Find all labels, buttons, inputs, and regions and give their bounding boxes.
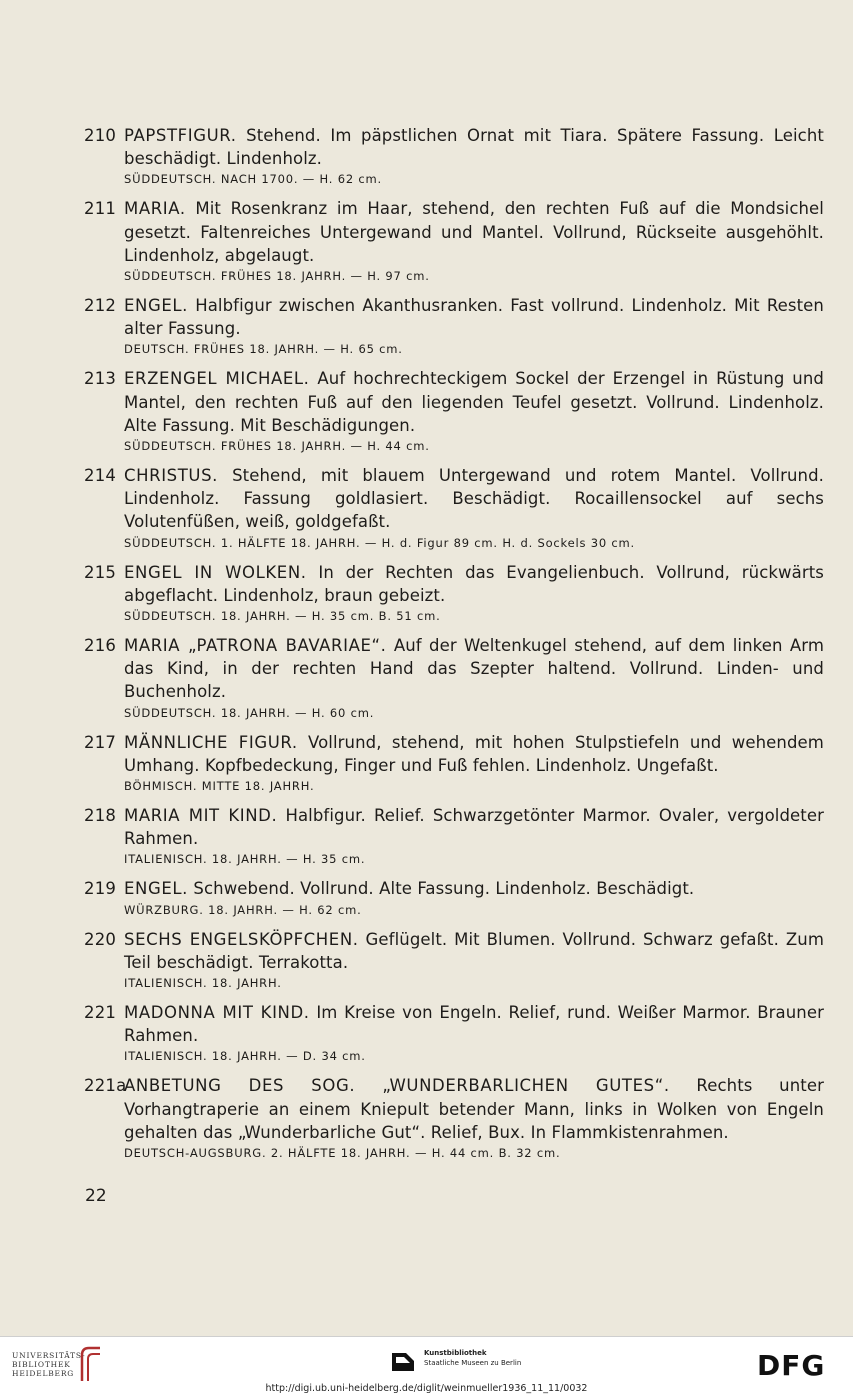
entry-title: SECHS ENGELSKÖPFCHEN. [124,929,359,949]
catalog-entry [84,1001,824,1066]
entry-number: 211 [84,199,117,219]
entry-description: Auf hochrechteckigem Sockel der Erzengel in Rüstung und Mantel, den rechten Fuß auf den liegenden Teufel gesetzt. Vollrund. Lindenholz. Alte Fassung. Mit Beschädigungen. [124,369,824,435]
entry-meta: BÖHMISCH. MITTE 18. JAHRH. [124,779,315,794]
university-line: BIBLIOTHEK [12,1360,71,1369]
entry-meta: WÜRZBURG. 18. JAHRH. — H. 62 cm. [124,902,362,917]
university-line: UNIVERSITÄTS- [12,1351,86,1360]
entry-title: PAPSTFIGUR. [124,126,237,145]
catalog-entries [84,124,824,1171]
entry-title: MARIA „PATRONA BAVARIAE“. [124,636,387,656]
entry-title: ENGEL IN WOLKEN. [124,562,307,582]
entry-number: 221a [84,1076,127,1096]
entry-number: 218 [84,806,117,826]
catalog-entry [84,928,824,993]
university-line: HEIDELBERG [12,1369,75,1378]
entry-description: Stehend, mit blauem Untergewand und rotem Mantel. Vollrund. Lindenholz. Fassung goldlasiert. Beschädigt. Rocaillensockel auf sechs Volutenfüßen, weiß, goldgefaßt. [124,466,824,532]
catalog-entry [84,634,824,723]
digitization-footer [0,1336,853,1397]
entry-title: MARIA. [124,199,186,219]
heidelberg-mark-icon [78,1345,104,1383]
entry-number: 220 [84,929,117,949]
entry-title: ANBETUNG DES SOG. „WUNDERBARLICHEN GUTES“. [124,1076,670,1096]
entry-number: 221 [84,1003,117,1023]
entry-description: Halbfigur. Relief. Schwarzgetönter Marmor. Ovaler, vergoldeter Rahmen. [124,806,824,849]
kb-subtitle: Staatliche Museen zu Berlin [424,1359,522,1367]
entry-title: MÄNNLICHE FIGUR. [124,732,298,752]
entry-meta: DEUTSCH. FRÜHES 18. JAHRH. — H. 65 cm. [124,342,403,357]
entry-description: Mit Rosenkranz im Haar, stehend, den rechten Fuß auf die Mondsichel gesetzt. Faltenreiches Untergewand und Mantel. Vollrund, Rückseite ausgehöhlt. Lindenholz, abgelaugt. [124,199,824,265]
entry-meta: ITALIENISCH. 18. JAHRH. — H. 35 cm. [124,852,366,867]
permalink-url[interactable]: http://digi.ub.uni-heidelberg.de/diglit/weinmueller1936_11_11/0032 [265,1383,588,1394]
entry-description: Schwebend. Vollrund. Alte Fassung. Lindenholz. Beschädigt. [193,879,695,899]
page-number: 22 [85,1186,107,1206]
entry-title: MARIA MIT KIND. [124,806,278,826]
catalog-entry [84,804,824,869]
entry-description: Im Kreise von Engeln. Relief, rund. Weißer Marmor. Brauner Rahmen. [124,1003,824,1046]
catalog-entry [84,197,824,286]
entry-number: 214 [84,466,117,486]
entry-description: Geflügelt. Mit Blumen. Vollrund. Schwarz gefaßt. Zum Teil beschädigt. Terrakotta. [124,929,824,972]
catalog-entry [84,294,824,359]
catalog-entry [84,877,824,919]
entry-meta: SÜDDEUTSCH. FRÜHES 18. JAHRH. — H. 97 cm. [124,269,430,284]
catalog-entry [84,124,824,189]
entry-meta: SÜDDEUTSCH. 18. JAHRH. — H. 60 cm. [124,705,375,720]
entry-description: Halbfigur zwischen Akanthusranken. Fast vollrund. Lindenholz. Mit Resten alter Fassung. [124,296,824,339]
entry-meta: SÜDDEUTSCH. FRÜHES 18. JAHRH. — H. 44 cm. [124,439,430,454]
catalog-entry [84,367,824,456]
entry-description: In der Rechten das Evangelienbuch. Vollrund, rückwärts abgeflacht. Lindenholz, braun gebeizt. [124,562,824,605]
kb-title: Kunstbibliothek [424,1349,487,1357]
entry-number: 219 [84,879,117,899]
entry-meta: SÜDDEUTSCH. NACH 1700. — H. 62 cm. [124,172,382,187]
entry-title: MADONNA MIT KIND. [124,1003,310,1023]
entry-title: ENGEL. [124,879,189,899]
catalog-entry [84,464,824,553]
entry-number: 217 [84,732,117,752]
dfg-logo[interactable]: DFG [757,1349,826,1382]
university-library-logo[interactable] [12,1351,85,1378]
kunstbibliothek-label[interactable] [424,1348,521,1368]
kunstbibliothek-logo-icon [390,1349,416,1373]
entry-number: 210 [84,126,117,145]
entry-number: 213 [84,369,117,389]
entry-description: Stehend. Im päpstlichen Ornat mit Tiara. Spätere Fassung. Leicht beschädigt. Lindenholz. [124,126,824,169]
entry-meta: DEUTSCH-AUGSBURG. 2. HÄLFTE 18. JAHRH. — H. 44 cm. B. 32 cm. [124,1146,561,1161]
catalog-entry [84,561,824,626]
entry-number: 216 [84,636,117,656]
entry-meta: SÜDDEUTSCH. 1. HÄLFTE 18. JAHRH. — H. d. Figur 89 cm. H. d. Sockels 30 cm. [124,535,635,550]
catalog-entry [84,1074,824,1163]
entry-description: Rechts unter Vorhangtraperie an einem Kniepult betender Mann, links in Wolken von Engeln gehalten das „Wunderbarliche Gut“. Relief, Bux. In Flammkistenrahmen. [124,1076,825,1142]
entry-title: CHRISTUS. [124,466,219,486]
entry-meta: ITALIENISCH. 18. JAHRH. — D. 34 cm. [124,1049,366,1064]
catalog-entry [84,731,824,796]
entry-title: ERZENGEL MICHAEL. [124,369,310,389]
entry-number: 212 [84,296,117,316]
entry-description: Vollrund, stehend, mit hohen Stulpstiefeln und wehendem Umhang. Kopfbedeckung, Finger und Fuß fehlen. Lindenholz. Ungefaßt. [124,732,824,775]
entry-title: ENGEL. [124,296,189,316]
entry-meta: SÜDDEUTSCH. 18. JAHRH. — H. 35 cm. B. 51 cm. [124,609,441,624]
entry-description: Auf der Weltenkugel stehend, auf dem linken Arm das Kind, in der rechten Hand das Szepter haltend. Vollrund. Linden- und Buchenholz. [124,636,824,702]
entry-number: 215 [84,562,117,582]
entry-meta: ITALIENISCH. 18. JAHRH. [124,976,282,991]
